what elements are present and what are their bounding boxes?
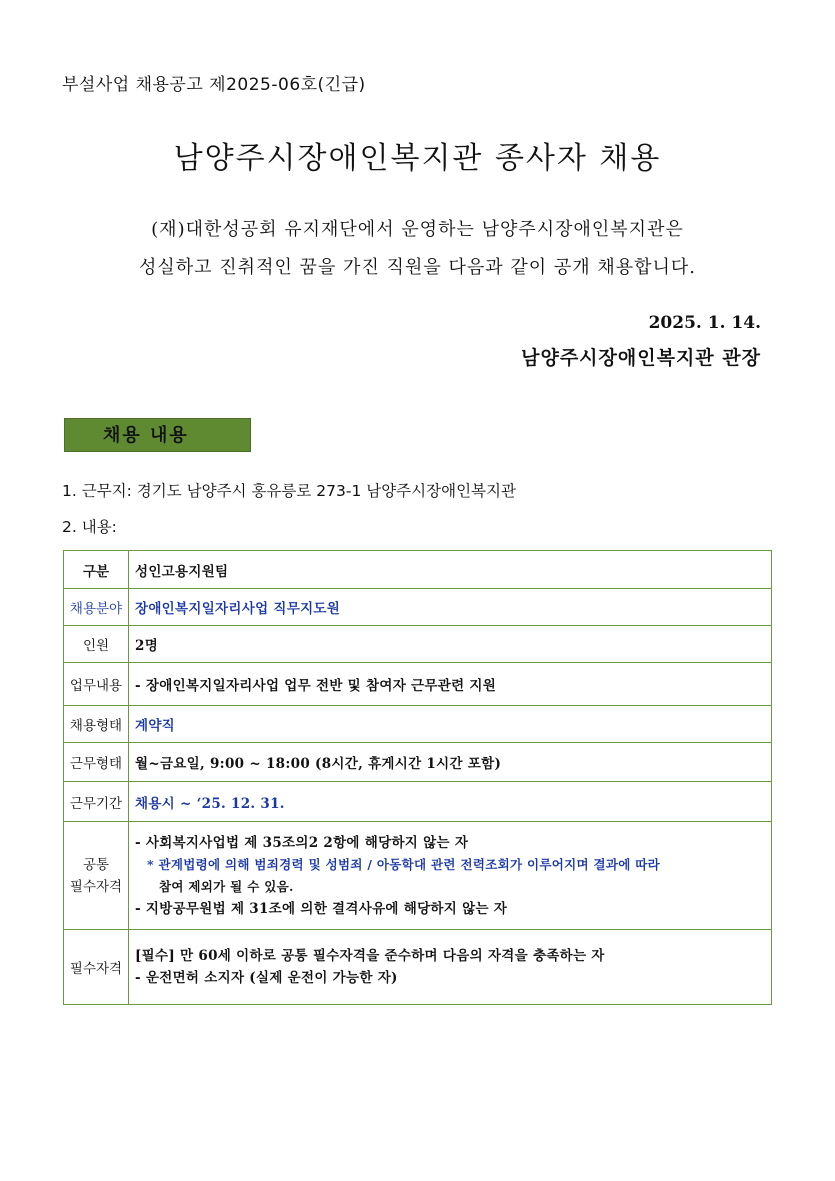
row-value: 장애인복지일자리사업 직무지도원 [129,589,772,626]
common-note-1: * 관계법령에 의해 범죄경력 및 성범죄 / 아동학대 관련 전력조회가 이루어지며 결과에 따라 [147,856,661,872]
row-label: 구분 [64,551,129,589]
notice-date: 2025. 1. 14. [648,313,761,333]
row-label: 채용분야 [64,589,129,626]
table-row [64,589,772,626]
table-row [64,822,772,930]
row-label: 채용형태 [64,706,129,743]
table-row [64,743,772,782]
common-line-1: - 사회복지사업법 제 35조의2 2항에 해당하지 않는 자 [135,834,469,851]
workplace-item: 1. 근무지: 경기도 남양주시 홍유릉로 273-1 남양주시장애인복지관 [62,482,516,500]
common-requirements [129,822,772,930]
table-row [64,551,772,589]
common-line-2: - 지방공무원법 제 31조에 의한 결격사유에 해당하지 않는 자 [135,900,508,917]
row-label-common [64,822,129,930]
row-value: 월~금요일, 9:00 ~ 18:00 (8시간, 휴게시간 1시간 포함) [129,743,772,782]
row-label: 근무형태 [64,743,129,782]
common-note-2: 참여 제외가 될 수 있음. [159,878,294,894]
common-label-line-2: 필수자격 [69,878,123,895]
intro-line-1: (재)대한성공회 유지재단에서 운영하는 남양주시장애인복지관은 [151,219,684,240]
recruitment-table [63,550,772,1005]
row-value: 계약직 [129,706,772,743]
row-label: 인원 [64,626,129,663]
row-value: 2명 [129,626,772,663]
row-value: 성인고용지원팀 [129,551,772,589]
required-line-1: [필수] 만 60세 이하로 공통 필수자격을 준수하며 다음의 자격을 충족하는 자 [135,948,605,964]
notice-number: 부설사업 채용공고 제2025-06호(긴급) [62,75,366,95]
row-label: 업무내용 [64,663,129,706]
required-qualifications [129,930,772,1005]
row-value: 채용시 ~ ‘25. 12. 31. [129,782,772,822]
row-label: 근무기간 [64,782,129,822]
page-title: 남양주시장애인복지관 종사자 채용 [173,141,662,176]
row-label: 필수자격 [64,930,129,1005]
common-label-line-1: 공통 [82,856,110,873]
row-value: - 장애인복지일자리사업 업무 전반 및 참여자 근무관련 지원 [129,663,772,706]
table-row [64,706,772,743]
table-row [64,626,772,663]
signer: 남양주시장애인복지관 관장 [521,347,761,369]
table-row [64,782,772,822]
required-line-2: - 운전면허 소지자 (실제 운전이 가능한 자) [135,970,398,986]
intro-line-2: 성실하고 진취적인 꿈을 가진 직원을 다음과 같이 공개 채용합니다. [139,257,696,278]
content-item: 2. 내용: [62,518,117,536]
table-row [64,663,772,706]
table-row [64,930,772,1005]
section-heading: 채용 내용 [64,418,251,452]
